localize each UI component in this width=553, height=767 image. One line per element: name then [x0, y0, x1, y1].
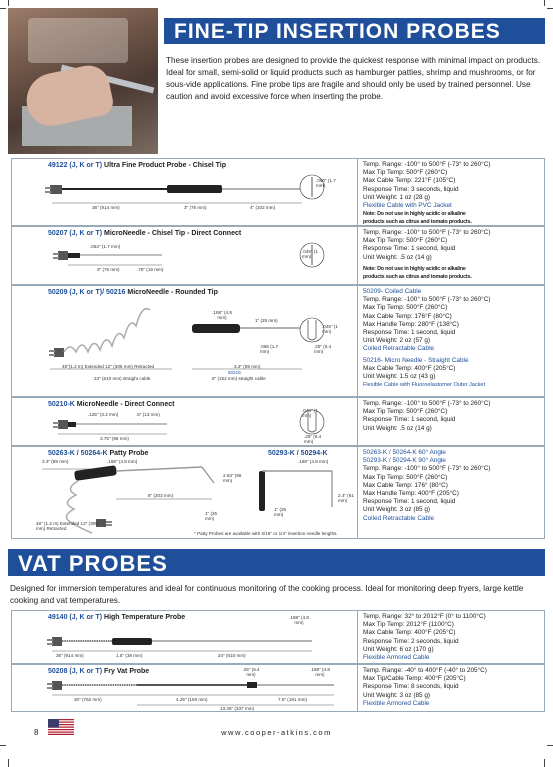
dimension-label: .064" (1.7 mm) — [90, 244, 121, 249]
dimension-label: 24" (610 mm) — [218, 653, 246, 658]
crop-mark — [0, 8, 6, 9]
dimension-label: .188" (4.8 mm) — [289, 615, 309, 625]
dimension-label: 3.3" (89 mm) — [234, 364, 261, 369]
dimension-label: 48" (1.2 m) Extended 12" (305 mm) Retracted — [36, 521, 98, 531]
spec-line: Response Time: 1 second, liquid — [363, 416, 456, 424]
model-label: 50263-K / 50264-K 60° Angle — [363, 449, 446, 456]
crop-mark — [544, 0, 545, 6]
dimension-label: 4" (102 mm) — [250, 205, 276, 210]
spec-line: Temp. Range: 32° to 2012°F (0° to 1100°C) — [363, 613, 486, 620]
dimension-label: 30" (762 mm) — [74, 697, 102, 702]
dimension-label: .188" (4.8 mm) — [310, 667, 330, 677]
product-row-49140 — [11, 610, 545, 664]
product-title: 50293-K / 50294-K — [268, 450, 328, 457]
cable-type: Flexible Cable with Fluoroelastomer Outer Jacket — [363, 382, 486, 389]
spec-line: Response Time: 1 second, liquid — [363, 329, 456, 337]
spec-line: Response Time: 1 second, liquid — [363, 498, 456, 506]
spec-line: Temp. Range: -100° to 500°F (-73° to 260°C) — [363, 465, 491, 473]
dimension-label: .060" (1.7 mm) — [316, 178, 336, 188]
product-row-50210 — [11, 397, 545, 446]
dimension-label: 48"(1.2 m) Extended 12" (305 mm) Retracted — [62, 364, 155, 369]
product-specs — [359, 286, 544, 391]
product-title: 49140 (J, K or T) High Temperature Probe — [48, 614, 186, 621]
product-row-49122 — [11, 158, 545, 226]
spec-line: Temp. Range: -100° to 500°F (-73° to 260°C) — [363, 400, 491, 407]
spec-line: Response Time: 1 second, liquid — [363, 245, 456, 253]
footnote: * Patty Probes are available with 3/16" or 1/4" insertion needle lengths. — [194, 531, 338, 536]
model-label: 50216- Micro Needle - Straight Cable — [363, 356, 469, 364]
spec-note: products such as citrus and tomato products. — [363, 274, 472, 281]
spec-line: Response Time: 2 seconds, liquid — [363, 637, 459, 645]
probe-drawing — [12, 286, 358, 398]
page-number: 8 — [34, 728, 39, 737]
dimension-label: 50216 — [228, 370, 241, 375]
dimension-label: 24" (610 mm) straight cable — [94, 376, 151, 381]
dimension-label: 2.63" (66 mm) — [223, 473, 242, 483]
spec-line: Unit Weight: 1.5 oz (43 g) — [363, 373, 436, 381]
product-specs — [359, 159, 544, 229]
product-diagram — [12, 611, 358, 663]
product-title: 50210-K MicroNeedle - Direct Connect — [48, 401, 175, 408]
cable-type: Flexible Cable with PVC Jacket — [363, 202, 452, 210]
spec-line: Response Time: 3 seconds, liquid — [363, 185, 459, 193]
product-title: 49122 (J, K or T) Ultra Fine Product Probe - Chisel Tip — [48, 162, 227, 169]
dimension-label: 2.4" (61 mm) — [338, 493, 354, 503]
spec-line: Unit Weight: 6 oz (170 g) — [363, 645, 434, 653]
spec-line: Max Cable Temp: 176°F (80°C) — [363, 312, 452, 320]
vat-intro-text: Designed for immersion temperatures and ideal for continuous monitoring of the cooking process. Ideal for monitoring deep fryers, large kettle cooking and vat temperatures. — [10, 584, 524, 605]
spec-note: products such as citrus and tomato products. — [363, 219, 472, 226]
spec-line: Max Tip Temp: 500°F (260°C) — [363, 169, 448, 177]
product-title: 50263-K / 50264-K Patty Probe — [48, 450, 149, 457]
crop-mark — [547, 8, 553, 9]
page-title: FINE-TIP INSERTION PROBES — [164, 18, 545, 44]
dimension-label: .25" (6.4 mm) — [242, 667, 260, 677]
spec-line: Temp. Range: -100° to 500°F (-73° to 260°C) — [363, 161, 491, 168]
spec-line: Unit Weight: .5 oz (14 g) — [363, 424, 432, 432]
product-row-50209 — [11, 285, 545, 397]
dimension-label: .75" (19 mm) — [137, 267, 164, 272]
crop-mark — [8, 759, 9, 767]
spec-line: Max Handle Temp: 280°F (138°C) — [363, 320, 459, 328]
dimension-label: 8" (203 mm) — [148, 493, 174, 498]
dimension-label: 13.25" (337 mm) — [220, 706, 255, 711]
dimension-label: .25" (6.4 mm) — [314, 344, 332, 354]
dimension-label: .045" (1 mm) — [302, 249, 318, 259]
probe-drawing — [12, 665, 358, 713]
product-diagram — [12, 447, 358, 538]
spec-line: Max Cable Temp: 176° (80°C) — [363, 481, 448, 489]
dimension-label: 3.3" (89 mm) — [42, 459, 69, 464]
spec-line: Max Tip Temp: 500°F (260°C) — [363, 237, 448, 245]
dimension-label: 1" (25 mm) — [255, 318, 278, 323]
spec-line: Temp. Range: -100° to 500°F (-73° to 260°C) — [363, 229, 491, 236]
spec-note: Note: Do not use in highly acidic or alkaline — [363, 265, 466, 272]
spec-line: Unit Weight: 3 oz (85 g) — [363, 691, 431, 699]
spec-line: Temp. Range: -40° to 400°F (-40° to 205°C) — [363, 667, 487, 674]
dimension-label: 3.75" (95 mm) — [100, 436, 129, 441]
dimension-label: 6" (152 mm) straight cable — [212, 376, 266, 381]
cable-type: Flexible Armored Cable — [363, 654, 430, 662]
product-diagram — [12, 227, 358, 284]
dimension-label: .125" (3.2 mm) — [88, 412, 119, 417]
product-specs — [359, 227, 544, 283]
spec-line: Unit Weight: 3 oz (85 g) — [363, 506, 431, 514]
dimension-label: .188" (4.8 mm) — [212, 310, 232, 320]
dimension-label: .188" (4.8 mm) — [107, 459, 138, 464]
spec-line: Max Tip Temp: 2012°F (1100°C) — [363, 621, 454, 629]
dimension-label: .188" (4.8 mm) — [298, 459, 329, 464]
spec-line: Unit Weight: .5 oz (14 g) — [363, 253, 432, 261]
spec-line: Max Cable Temp: 400°F (205°C) — [363, 364, 456, 372]
spec-line: Max Tip Temp: 500°F (260°C) — [363, 473, 448, 481]
cable-type: Flexible Armored Cable — [363, 699, 430, 707]
dimension-label: 1" (25 mm) — [205, 511, 218, 521]
dimension-label: .5" (13 mm) — [136, 412, 160, 417]
website-url[interactable]: www.cooper-atkins.com — [221, 728, 332, 737]
dimension-label: 1" (25 mm) — [274, 507, 287, 517]
hero-photo — [8, 8, 158, 154]
product-diagram — [12, 398, 358, 445]
intro-text: These insertion probes are designed to provide the quickest response with minimal impact on products. Ideal for small, semi-solid or liquid products such as hamburger patties, shrimp and mushrooms, or for sous-vide applications. Fine probe tips are fragile and should only be used by trained personnel. Use caution and avoid excessive force when inserting the probe. — [166, 56, 541, 101]
spec-line: Response Time: 8 seconds, liquid — [363, 683, 459, 691]
product-row-50208 — [11, 664, 545, 712]
spec-line: Unit Weight: 1 oz (28 g) — [363, 193, 431, 201]
model-label: 50293-K / 50294-K 90° Angle — [363, 457, 446, 465]
crop-mark — [0, 745, 6, 746]
dimension-label: 7.5" (191 mm) — [278, 697, 307, 702]
dimension-label: 1.5" (38 mm) — [116, 653, 143, 658]
spec-line: Unit Weight: 2 oz (57 g) — [363, 337, 431, 345]
spec-note: Note: Do not use in highly acidic or alkaline — [363, 211, 466, 218]
product-specs — [359, 398, 544, 435]
spec-line: Max Tip/Cable Temp: 400°F (205°C) — [363, 675, 466, 683]
product-row-50207 — [11, 226, 545, 285]
dimension-label: 36" (914 mm) — [92, 205, 120, 210]
product-specs — [359, 665, 544, 710]
crop-mark — [8, 0, 9, 6]
dimension-label: 3" (76 mm) — [184, 205, 207, 210]
product-specs — [359, 611, 544, 664]
crop-mark — [547, 745, 553, 746]
cable-type: Coiled Retractable Cable — [363, 345, 435, 353]
product-specs — [359, 447, 544, 525]
cable-type: Coiled Retractable Cable — [363, 514, 435, 522]
dimension-label: .045" (1 mm) — [302, 408, 318, 418]
dimension-label: .065 (1.7 mm) — [260, 344, 279, 354]
dimension-label: 3" (76 mm) — [97, 267, 120, 272]
product-title: 50209 (J, K or T)/ 50216 MicroNeedle - Rounded Tip — [48, 289, 218, 296]
product-title: 50208 (J, K or T) Fry Vat Probe — [48, 668, 150, 675]
spec-line: Temp. Range: -100° to 500°F (-73° to 260°C) — [363, 296, 491, 304]
spec-line: Max Tip Temp: 500°F (260°C) — [363, 304, 448, 312]
product-diagram — [12, 286, 358, 396]
crop-mark — [544, 759, 545, 767]
spec-line: Max Handle Temp: 400°F (205°C) — [363, 490, 459, 498]
product-title: 50207 (J, K or T) MicroNeedle - Chisel Tip - Direct Connect — [48, 230, 242, 237]
product-row-patty — [11, 446, 545, 539]
dimension-label: 4.25" (108 mm) — [176, 697, 208, 702]
product-diagram — [12, 159, 358, 225]
product-diagram — [12, 665, 358, 711]
dimension-label: .045" (1 mm) — [322, 324, 338, 334]
probe-drawing — [12, 159, 358, 227]
spec-line: Max Cable Temp: 400°F (205°C) — [363, 629, 456, 637]
dimension-label: .25" (6.4 mm) — [304, 434, 322, 444]
spec-line: Max Cable Temp: 221°F (105°C) — [363, 177, 456, 185]
dimension-label: 36" (914 mm) — [56, 653, 84, 658]
model-label: 50209- Coiled Cable — [363, 288, 422, 295]
section-title: VAT PROBES — [8, 549, 545, 576]
spec-line: Max Tip Temp: 500°F (260°C) — [363, 408, 448, 416]
